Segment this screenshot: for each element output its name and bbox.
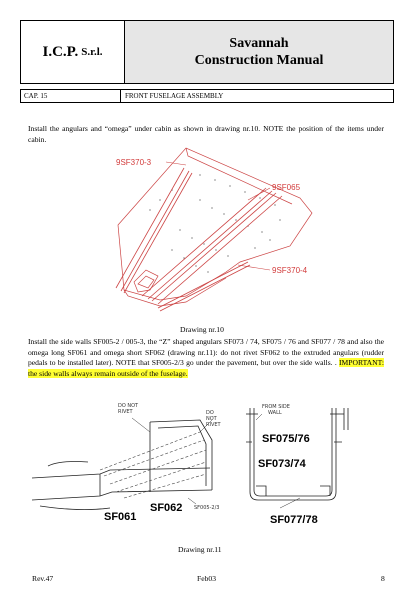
manual-title-line2: Construction Manual <box>194 53 324 68</box>
label-sf077-78: SF077/78 <box>270 514 318 526</box>
label-sf061: SF061 <box>104 511 137 523</box>
note-do-not-line2: NOT <box>206 416 217 422</box>
footer-revision: Rev.47 <box>32 574 54 583</box>
note-do-not-rivet-line2: RIVET <box>118 409 133 415</box>
chapter-number: CAP. 15 <box>21 90 121 102</box>
important-note-highlight: IMPORTANT: the side walls always remain outside of the fuselage. <box>28 358 384 378</box>
label-9sf370-3: 9SF370-3 <box>116 158 152 167</box>
label-sf062: SF062 <box>150 502 183 514</box>
cross-section-sketch <box>246 408 348 500</box>
drawing-11-caption: Drawing nr.11 <box>178 545 222 554</box>
footer-page-number: 8 <box>381 574 385 583</box>
footer-date: Feb03 <box>197 574 216 583</box>
note-from-side-line2: WALL <box>268 410 282 416</box>
label-9sf065: 9SF065 <box>272 183 301 192</box>
instruction-paragraph-1: Install the angulars and “omega” under cabin as shown in drawing nr.10. NOTE the position of the items under cabin. <box>28 124 384 144</box>
note-from-side-line1: FROM SIDE <box>262 404 290 410</box>
omega-dashed-lines <box>100 432 206 498</box>
label-9sf370-4: 9SF370-4 <box>272 266 308 275</box>
note-do-not-line3: RIVET <box>206 422 221 428</box>
label-sf073-74: SF073/74 <box>258 458 306 470</box>
manual-title-line1: Savannah <box>229 36 289 51</box>
label-sf075-76: SF075/76 <box>262 433 310 445</box>
note-do-not-line1: DO <box>206 410 214 416</box>
label-sf005: SF005-2/3 <box>194 505 220 511</box>
company-name-suffix: S.r.l. <box>81 46 103 58</box>
drawing-10-caption: Drawing nr.10 <box>180 325 224 334</box>
side-wall-sketch <box>32 420 212 510</box>
note-do-not-rivet-line1: DO NOT <box>118 403 139 409</box>
paragraph-2-text: Install the side walls SF005-2 / 005-3, the “Z” shaped angulars SF073 / 74, SF075 / 76 and SF077 / 78 and also the omega long SF061 and omega short SF062 (drawing nr.11): do not rivet SF062 to the extruded angulars (rudder pedals to be installed later). NOTE that SF005-2/3 go under the pavement, but over the side walls. . <box>28 337 384 368</box>
company-name-main: I.C.P. <box>42 43 79 60</box>
chapter-name: FRONT FUSELAGE ASSEMBLY <box>125 92 224 100</box>
